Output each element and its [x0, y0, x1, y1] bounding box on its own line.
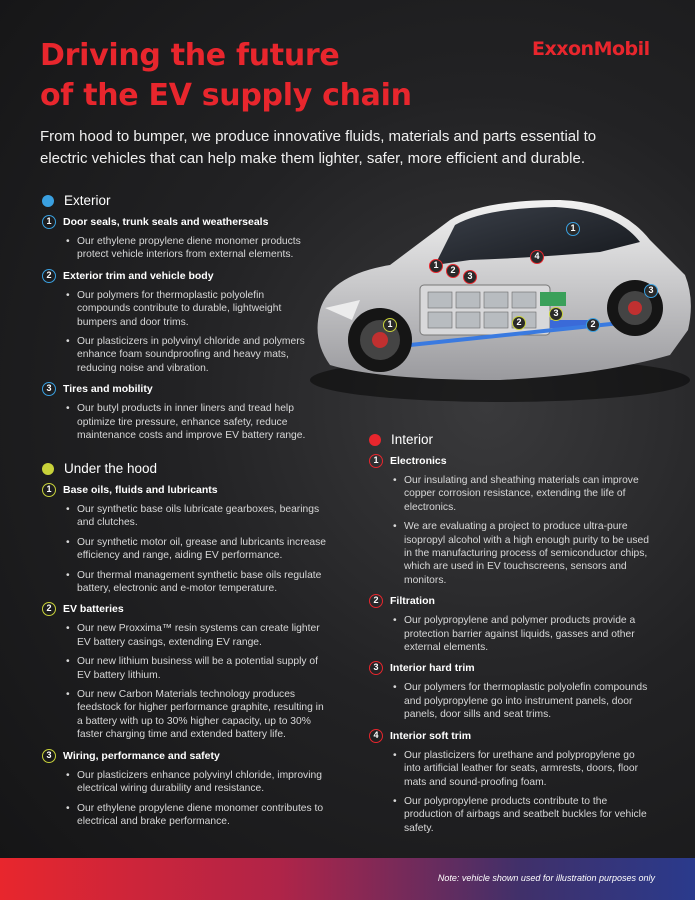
item-title: Base oils, fluids and lubricants: [63, 484, 218, 496]
item-title: Interior soft trim: [390, 729, 472, 742]
item-bullets: [66, 402, 312, 442]
item-title: Exterior trim and vehicle body: [63, 269, 214, 282]
item-number: 3: [42, 382, 56, 396]
item-bullets: [393, 474, 654, 587]
bullet: • Our butyl products in inner liners and tread help optimize tire pressure, enhance safety, reduce maintenance costs and improve EV battery range.: [66, 402, 312, 442]
marker-interior-3: 3: [463, 270, 484, 284]
bullet: • Our insulating and sheathing materials can improve copper corrosion resistance, extending the life of electronics.: [393, 474, 654, 514]
item-title: Wiring, performance and safety: [63, 749, 220, 762]
item-title: Filtration: [390, 595, 435, 608]
interior-dot-icon: [369, 434, 381, 446]
bullet: • Our polypropylene and polymer products provide a protection barrier against liquids, gasses and other external elements.: [393, 614, 654, 654]
item-title: Interior hard trim: [390, 662, 475, 675]
bullet: • We are evaluating a project to produce ultra-pure isopropyl alcohol with a high enough purity to be used in the manufacturing process of semiconductor chips, which are used in EV touchscreens, sensors and monitors.: [393, 520, 654, 587]
marker-under-hood-2: 2: [512, 316, 533, 330]
marker-interior-1: 1: [429, 259, 450, 273]
under-hood-dot-icon: [42, 463, 54, 475]
marker-exterior-1: 1: [566, 222, 587, 236]
item-number: 2: [369, 594, 383, 608]
interior-title: Interior: [391, 432, 434, 447]
exxonmobil-logo: ExxonMobil: [532, 38, 650, 60]
bullet: • Our ethylene propylene diene monomer contributes to electrical and brake performance.: [66, 802, 327, 829]
bullet: • Our plasticizers for urethane and polypropylene go into artificial leather for seats, armrests, doors, floor mats and sound-proofing foam.: [393, 749, 654, 789]
bullet: • Our polymers for thermoplastic polyolefin compounds and polypropylene go into instrument panels, door panels, door sills and seat trims.: [393, 681, 654, 721]
page-title: [40, 36, 440, 116]
item-bullets: [66, 622, 327, 741]
bullet: • Our new Carbon Materials technology produces feedstock for higher performance graphite, resulting in a battery with up to 30% higher capacity, up to 30% faster charging time and extended battery life.: [66, 688, 327, 742]
marker-under-hood-1: 1: [383, 318, 404, 332]
footer-note: Note: vehicle shown used for illustration purposes only: [437, 873, 655, 883]
exterior-dot-icon: [42, 195, 54, 207]
bullet: • Our synthetic motor oil, grease and lubricants increase efficiency and range, aiding EV performance.: [66, 536, 327, 563]
item-title: Electronics: [390, 455, 447, 467]
bullet: • Our ethylene propylene diene monomer products protect vehicle interiors from external elements.: [66, 235, 312, 262]
item-bullets: [393, 681, 654, 721]
under-hood-title: Under the hood: [64, 461, 158, 476]
item-number: 4: [369, 729, 383, 743]
item-bullets: [393, 614, 654, 654]
bullet: • Our polymers for thermoplastic polyolefin compounds contribute to durable, lightweight bumpers and door trims.: [66, 289, 312, 329]
item-number: 3: [369, 661, 383, 675]
bullet: • Our plasticizers in polyvinyl chloride and polymers enhance foam soundproofing and heavy mats, reducing noise and vibration.: [66, 335, 312, 375]
bullet: • Our polypropylene products contribute to the production of airbags and seatbelt buckles for vehicle safety.: [393, 795, 654, 835]
item-number: 1: [42, 215, 56, 229]
item-title: Door seals, trunk seals and weatherseals: [63, 216, 269, 228]
bullet: • Our plasticizers enhance polyvinyl chloride, improving electrical wiring durability and resistance.: [66, 769, 327, 796]
footer-bar: [0, 858, 695, 900]
item-bullets: [66, 289, 312, 375]
item-title: EV batteries: [63, 603, 124, 616]
item-number: 2: [42, 602, 56, 616]
under-hood-section: [42, 461, 327, 835]
item-number: 1: [369, 454, 383, 468]
interior-section: [369, 432, 654, 842]
marker-exterior-3: 3: [644, 284, 665, 298]
bullet: • Our thermal management synthetic base oils regulate battery, electronic and e-motor temperature.: [66, 569, 327, 596]
item-number: 2: [42, 269, 56, 283]
title-line-2: of the EV supply chain: [40, 78, 412, 113]
item-number: 1: [42, 483, 56, 497]
marker-interior-4: 4: [530, 250, 551, 264]
marker-exterior-2: 2: [586, 318, 607, 332]
intro-text: From hood to bumper, we produce innovative fluids, materials and parts essential to electric vehicles that can help make them lighter, safer, more efficient and durable.: [40, 128, 597, 167]
item-number: 3: [42, 749, 56, 763]
marker-interior-2: 2: [446, 264, 467, 278]
bullet: • Our new lithium business will be a potential supply of EV battery lithium.: [66, 655, 327, 682]
bullet: • Our synthetic base oils lubricate gearboxes, bearings and clutches.: [66, 503, 327, 530]
item-title: Tires and mobility: [63, 383, 153, 396]
item-bullets: [393, 749, 654, 835]
item-bullets: [66, 503, 327, 595]
item-bullets: [66, 769, 327, 829]
title-line-1: Driving the future: [40, 38, 340, 73]
exterior-title: Exterior: [64, 193, 111, 208]
item-bullets: [66, 235, 312, 262]
bullet: • Our new Proxxima™ resin systems can create lighter EV battery casings, extending EV range.: [66, 622, 327, 649]
ev-car-illustration: [300, 180, 695, 410]
exterior-section: [42, 193, 312, 449]
marker-under-hood-3: 3: [549, 307, 570, 321]
